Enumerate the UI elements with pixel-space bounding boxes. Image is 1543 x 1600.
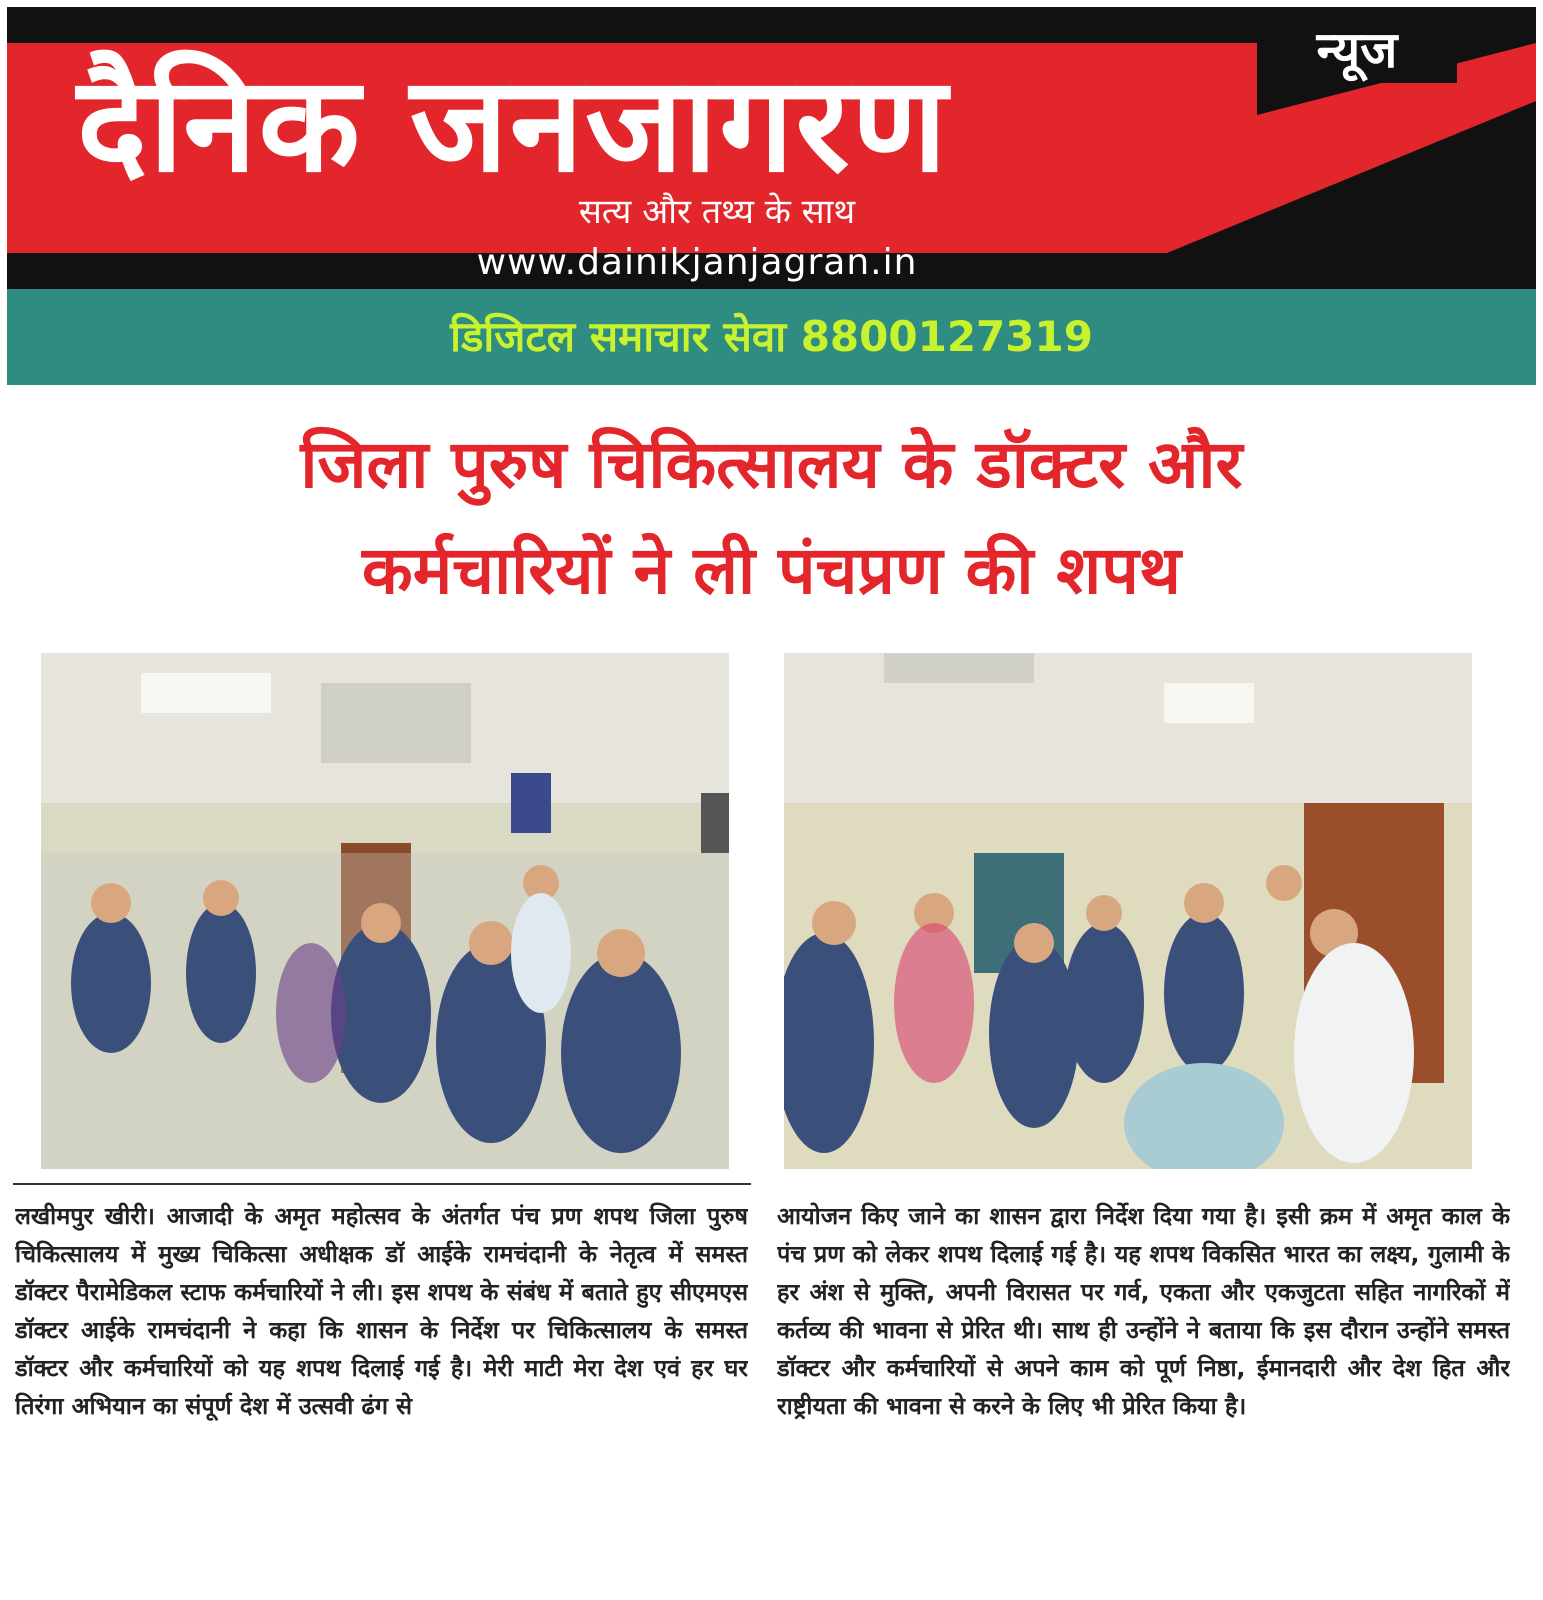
article-column-2: आयोजन किए जाने का शासन द्वारा निर्देश दिया गया है। इसी क्रम में अमृत काल के पंच प्रण को लेकर शपथ दिलाई गई है। यह शपथ विकसित भारत का लक्ष्य, गुलामी के हर अंश से मुक्ति, अपनी विरासत पर गर्व, एकता और एकजुटता सहित नागरिकों में कर्तव्य की भावना से प्रेरित थी। साथ ही उन्होंने ने बताया कि इस दौरान उन्होंने समस्त डॉक्टर और कर्मचारियों से अपने काम को पूर्ण निष्ठा, ईमानदारी और देश हित और राष्ट्रीयता की भावना से करने के लिए भी प्रेरित किया है।	[777, 1202, 1510, 1420]
brand-logo-text: दैनिक जनजागरण	[77, 48, 949, 202]
news-tag: न्यूज	[1257, 17, 1457, 83]
service-bar-text: डिजिटल समाचार सेवा 8800127319	[450, 312, 1093, 361]
headline	[47, 412, 1496, 632]
photo-illustration	[41, 653, 729, 1169]
website-url: www.dainikjanjagran.in	[476, 242, 918, 283]
masthead	[7, 7, 1536, 289]
headline-line-1: जिला पुरुष चिकित्सालय के डॉक्टर और	[300, 426, 1243, 503]
photo-illustration	[784, 653, 1472, 1169]
group-oath-photo-left	[41, 653, 729, 1169]
article-column-1: लखीमपुर खीरी। आजादी के अमृत महोत्सव के अंतर्गत पंच प्रण शपथ जिला पुरुष चिकित्सालय में मुख्य चिकित्सा अधीक्षक डॉ आईके रामचंदानी के नेतृत्व में समस्त डॉक्टर पैरामेडिकल स्टाफ कर्मचारियों ने ली। इस शपथ के संबंध में बताते हुए सीएमएस डॉक्टर आईके रामचंदानी ने कहा कि शासन के निर्देश पर चिकित्सालय के समस्त डॉक्टर और कर्मचारियों को यह शपथ दिलाई गई है। मेरी माटी मेरा देश एवं हर घर तिरंगा अभियान का संपूर्ण देश में उत्सवी ढंग से	[15, 1202, 748, 1420]
newspaper-page	[7, 7, 1536, 1593]
column-divider-rule	[13, 1183, 751, 1185]
group-oath-photo-right	[784, 653, 1472, 1169]
headline-line-2: कर्मचारियों ने ली पंचप्रण की शपथ	[362, 532, 1181, 609]
tagline: सत्य और तथ्य के साथ	[578, 192, 856, 232]
digital-service-bar	[7, 289, 1536, 385]
